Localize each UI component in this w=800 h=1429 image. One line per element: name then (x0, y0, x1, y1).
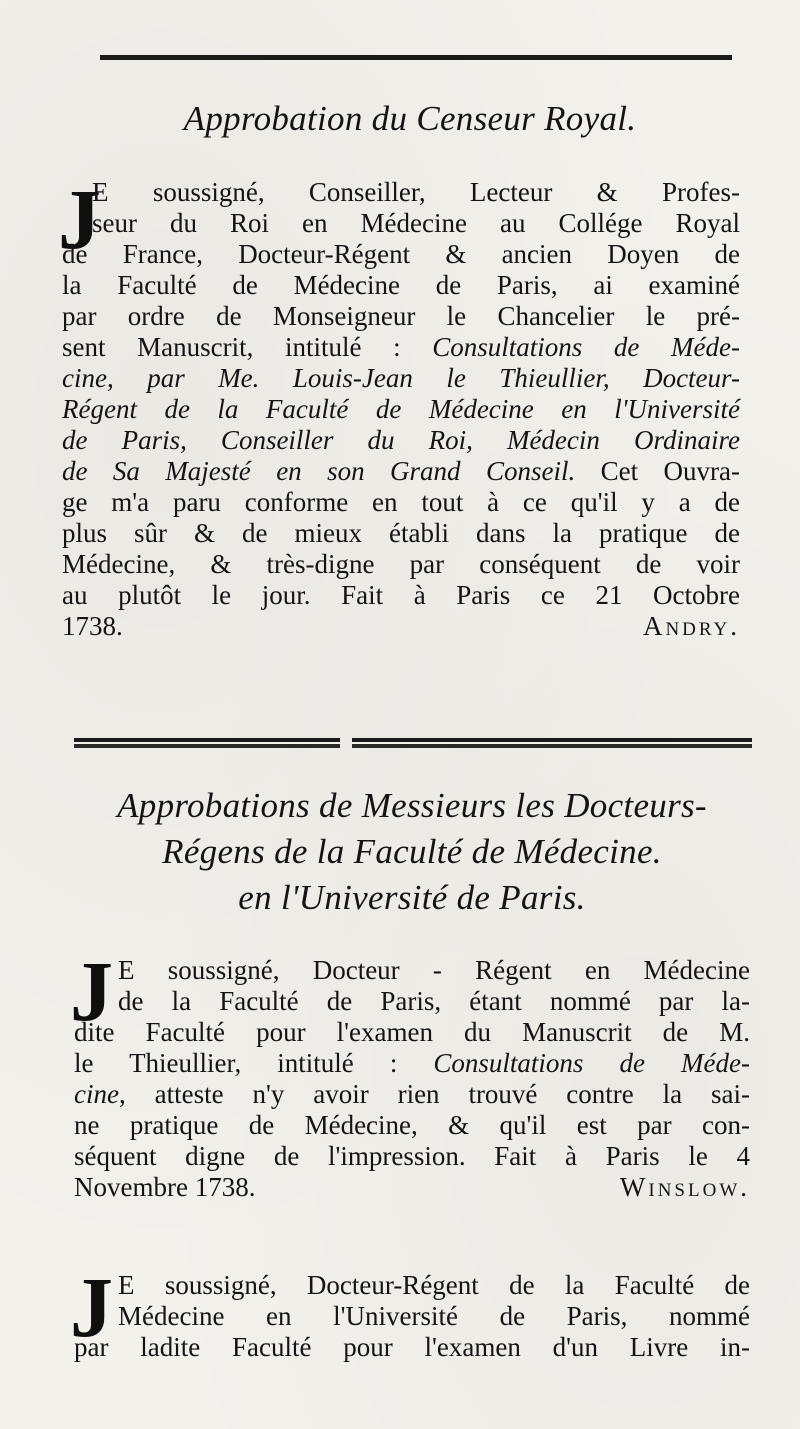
title-line: en l'Université de Paris. (238, 878, 586, 917)
text-line: seur du Roi en Médecine au Collége Royal (92, 208, 740, 238)
text-line: E soussigné, Docteur-Régent de la Faculté de (118, 1270, 750, 1300)
text-line: Régent de la Faculté de Médecine en l'Université (62, 394, 740, 424)
text-line: de Paris, Conseiller du Roi, Médecin Ordinaire (62, 425, 740, 455)
censeur-title: Approbation du Censeur Royal. (183, 99, 637, 138)
text-line: de France, Docteur-Régent & ancien Doyen de (62, 239, 740, 269)
text-line (62, 456, 740, 487)
text-line: E soussigné, Conseiller, Lecteur & Profes- (92, 177, 740, 207)
dropcap-third: J (70, 1259, 113, 1355)
signature-line (62, 611, 740, 642)
text-line: la Faculté de Médecine de Paris, ai examiné (62, 270, 740, 300)
text-line: ge m'a paru conforme en tout à ce qu'il y a de (62, 487, 740, 517)
text-line: Médecine, & très-digne par conséquent de voir (62, 549, 740, 579)
title-line: Régens de la Faculté de Médecine. (162, 832, 662, 871)
text-line (74, 1048, 750, 1079)
text-line: de la Faculté de Paris, étant nommé par la- (118, 986, 750, 1016)
text-line (74, 1079, 750, 1110)
third-paragraph (74, 1270, 750, 1363)
divider-rule-right (352, 738, 752, 744)
italic-title: de Sa Majesté en son Grand Conseil. (62, 456, 576, 486)
italic-title: cine (74, 1079, 119, 1109)
text-run: sent Manuscrit, intitulé : (62, 332, 401, 362)
italic-title: Consultations de Méde- (432, 332, 740, 362)
text-line: séquent digne de l'impression. Fait à Paris le 4 (74, 1141, 750, 1171)
winslow-paragraph (74, 955, 750, 1203)
text-line: E soussigné, Docteur - Régent en Médecine (118, 955, 750, 985)
dropcap-censeur: J (58, 171, 101, 267)
divider-rule-left (74, 738, 340, 744)
text-line: Médecine en l'Université de Paris, nommé (118, 1301, 750, 1331)
text-run: Cet Ouvra- (600, 456, 740, 486)
text-line (62, 332, 740, 363)
signature-line (74, 1172, 750, 1203)
text-line: ne pratique de Médecine, & qu'il est par con- (74, 1110, 750, 1140)
text-run: le Thieullier, intitulé : (74, 1048, 398, 1078)
date-end: 1738. (62, 611, 123, 641)
text-line: par ordre de Monseigneur le Chancelier le pré- (62, 301, 740, 331)
text-line: cine, par Me. Louis-Jean le Thieullier, Docteur- (62, 363, 740, 393)
title-line: Approbations de Messieurs les Docteurs- (117, 786, 707, 825)
dropcap-winslow: J (70, 943, 113, 1039)
text-line: par ladite Faculté pour l'examen d'un Livre in- (74, 1332, 750, 1362)
text-line: plus sûr & de mieux établi dans la pratique de (62, 518, 740, 548)
text-line: au plutôt le jour. Fait à Paris ce 21 Octobre (62, 580, 740, 610)
italic-title: Consultations de Méde- (433, 1048, 751, 1078)
docteurs-title (62, 783, 762, 921)
top-rule (100, 55, 732, 60)
signature-andry: Andry. (642, 611, 740, 641)
censeur-paragraph (62, 177, 740, 642)
text-line: dite Faculté pour l'examen du Manuscrit de M. (74, 1017, 750, 1047)
text-run: , atteste n'y avoir rien trouvé contre la sai- (118, 1079, 750, 1109)
signature-winslow: Winslow. (619, 1172, 750, 1202)
date-end: Novembre 1738. (74, 1172, 256, 1202)
